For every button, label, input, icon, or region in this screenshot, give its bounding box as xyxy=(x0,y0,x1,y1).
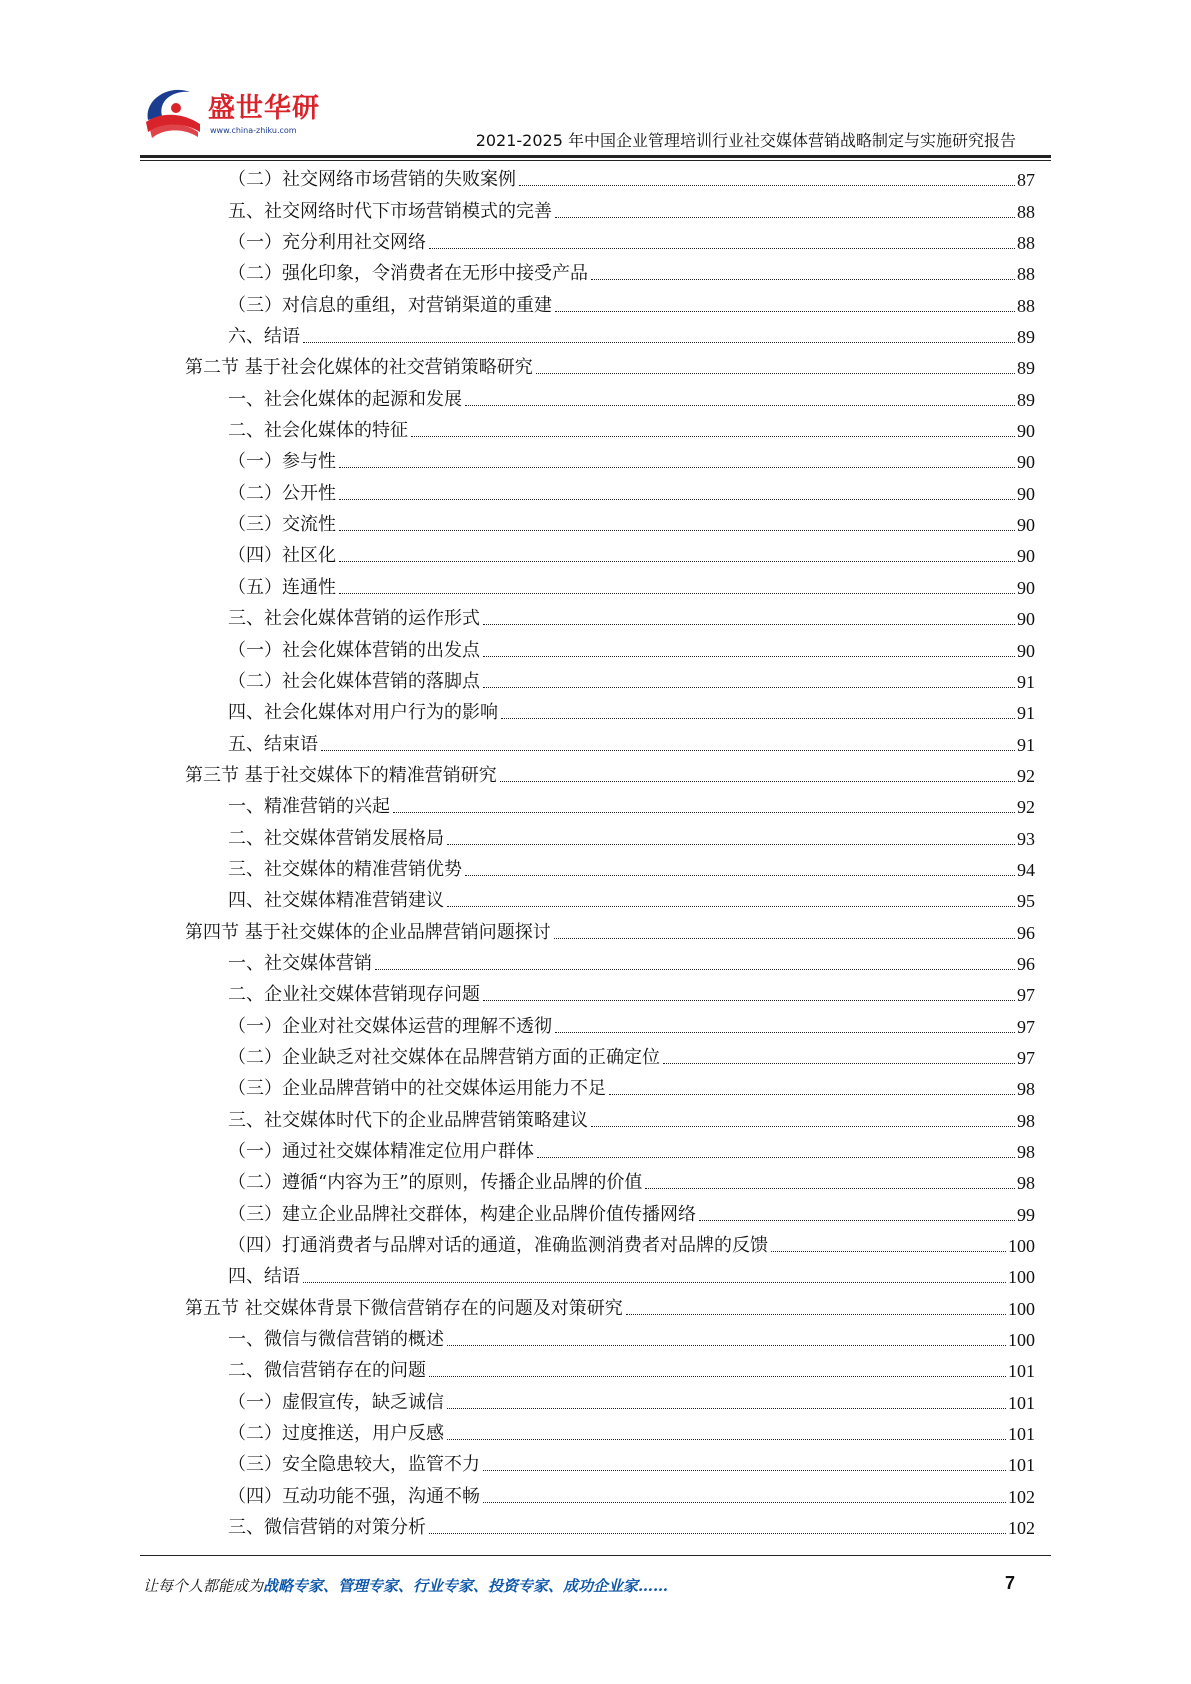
toc-entry-title: （一）社会化媒体营销的出发点 xyxy=(228,639,480,661)
toc-entry[interactable] xyxy=(185,787,1035,818)
toc-entry[interactable] xyxy=(185,442,1035,473)
toc-dot-leader xyxy=(626,1314,1006,1315)
toc-entry[interactable] xyxy=(185,1414,1035,1445)
toc-entry[interactable] xyxy=(185,348,1035,379)
toc-dot-leader xyxy=(591,279,1015,280)
toc-entry-page: 102 xyxy=(1008,1518,1035,1539)
toc-entry-page: 91 xyxy=(1017,703,1035,724)
toc-entry-title: （一）充分利用社交网络 xyxy=(228,232,426,254)
header-divider xyxy=(140,155,1051,158)
toc-entry-title: 二、微信营销存在的问题 xyxy=(228,1360,426,1382)
toc-entry-title: 二、企业社交媒体营销现存问题 xyxy=(228,984,480,1006)
toc-entry[interactable] xyxy=(185,536,1035,567)
toc-entry[interactable] xyxy=(185,160,1035,191)
toc-dot-leader xyxy=(537,1157,1015,1158)
table-of-contents xyxy=(185,160,1035,1539)
toc-entry-page: 90 xyxy=(1017,577,1035,598)
toc-entry[interactable] xyxy=(185,724,1035,755)
footer-slogan xyxy=(143,1575,668,1596)
toc-entry-page: 92 xyxy=(1017,765,1035,786)
toc-entry[interactable] xyxy=(185,1038,1035,1069)
page-number: 7 xyxy=(1005,1573,1016,1593)
toc-entry-title: （一）企业对社交媒体运营的理解不透彻 xyxy=(228,1015,552,1037)
toc-entry-title: 二、社交媒体营销发展格局 xyxy=(228,827,444,849)
logo-name: 盛世华研 xyxy=(208,93,320,124)
toc-dot-leader xyxy=(447,1408,1006,1409)
toc-entry[interactable] xyxy=(185,1445,1035,1476)
toc-dot-leader xyxy=(465,875,1015,876)
toc-entry[interactable] xyxy=(185,881,1035,912)
footer-slogan-highlight: 战略专家、管理专家、行业专家、投资专家、成功企业家…… xyxy=(263,1577,669,1595)
toc-entry-page: 90 xyxy=(1017,421,1035,442)
toc-entry-title: 第三节 基于社交媒体下的精准营销研究 xyxy=(185,764,497,786)
toc-entry-page: 99 xyxy=(1017,1204,1035,1225)
toc-entry[interactable] xyxy=(185,630,1035,661)
toc-entry-page: 101 xyxy=(1008,1392,1035,1413)
toc-entry-page: 90 xyxy=(1017,515,1035,536)
toc-dot-leader xyxy=(483,1000,1015,1001)
toc-dot-leader xyxy=(483,687,1015,688)
toc-entry[interactable] xyxy=(185,1226,1035,1257)
toc-dot-leader xyxy=(339,530,1015,531)
toc-entry[interactable] xyxy=(185,473,1035,504)
toc-entry-title: 三、社交媒体的精准营销优势 xyxy=(228,858,462,880)
toc-entry[interactable] xyxy=(185,693,1035,724)
toc-entry[interactable] xyxy=(185,1476,1035,1507)
toc-entry[interactable] xyxy=(185,254,1035,285)
toc-entry-title: （二）强化印象，令消费者在无形中接受产品 xyxy=(228,263,588,285)
toc-entry-title: 第五节 社交媒体背景下微信营销存在的问题及对策研究 xyxy=(185,1297,623,1319)
toc-entry-title: 四、结语 xyxy=(228,1266,300,1288)
toc-entry-title: （一）参与性 xyxy=(228,451,336,473)
toc-entry-page: 100 xyxy=(1008,1267,1035,1288)
toc-entry-page: 93 xyxy=(1017,828,1035,849)
toc-entry[interactable] xyxy=(185,379,1035,410)
toc-entry[interactable] xyxy=(185,505,1035,536)
toc-entry-title: （三）交流性 xyxy=(228,514,336,536)
toc-entry-title: （一）通过社交媒体精准定位用户群体 xyxy=(228,1141,534,1162)
logo-emblem-icon xyxy=(140,82,210,142)
toc-entry-title: （三）企业品牌营销中的社交媒体运用能力不足 xyxy=(228,1078,606,1100)
toc-dot-leader xyxy=(483,1502,1006,1503)
toc-dot-leader xyxy=(555,311,1015,312)
toc-entry-title: （一）虚假宣传，缺乏诚信 xyxy=(228,1391,444,1413)
toc-entry[interactable] xyxy=(185,1006,1035,1037)
toc-entry-page: 95 xyxy=(1017,891,1035,912)
toc-entry-page: 100 xyxy=(1008,1236,1035,1257)
toc-dot-leader xyxy=(536,373,1015,374)
toc-dot-leader xyxy=(609,1094,1015,1095)
toc-entry-page: 96 xyxy=(1017,922,1035,943)
report-title: 2021-2025 年中国企业管理培训行业社交媒体营销战略制定与实施研究报告 xyxy=(475,131,1016,150)
toc-entry[interactable] xyxy=(185,1351,1035,1382)
toc-entry-title: 五、社交网络时代下市场营销模式的完善 xyxy=(228,200,552,222)
toc-entry-title: （二）公开性 xyxy=(228,482,336,504)
toc-entry-title: 四、社交媒体精准营销建议 xyxy=(228,890,444,912)
toc-entry-page: 98 xyxy=(1017,1079,1035,1100)
toc-entry-title: 一、社交媒体营销 xyxy=(228,952,372,974)
toc-entry-page: 101 xyxy=(1008,1455,1035,1476)
footer-slogan-prefix: 让每个人都能成为 xyxy=(143,1577,264,1595)
toc-entry-title: 一、社会化媒体的起源和发展 xyxy=(228,388,462,410)
toc-dot-leader xyxy=(465,405,1015,406)
toc-entry-page: 100 xyxy=(1008,1330,1035,1351)
toc-entry-page: 97 xyxy=(1017,985,1035,1006)
toc-entry-title: 五、结束语 xyxy=(228,733,318,755)
toc-entry[interactable] xyxy=(185,599,1035,630)
toc-entry-page: 91 xyxy=(1017,734,1035,755)
toc-entry-title: （二）社交网络市场营销的失败案例 xyxy=(228,169,516,191)
toc-dot-leader xyxy=(339,593,1015,594)
logo-url: www.china-zhiku.com xyxy=(210,126,297,135)
toc-entry[interactable] xyxy=(185,567,1035,598)
toc-entry-title: 三、微信营销的对策分析 xyxy=(228,1517,426,1539)
toc-entry-page: 97 xyxy=(1017,1016,1035,1037)
company-logo xyxy=(140,82,330,152)
toc-entry[interactable] xyxy=(185,662,1035,693)
toc-dot-leader xyxy=(591,1126,1015,1127)
toc-entry-title: 第二节 基于社会化媒体的社交营销策略研究 xyxy=(185,357,533,379)
toc-dot-leader xyxy=(483,656,1015,657)
toc-entry[interactable] xyxy=(185,1288,1035,1319)
toc-entry[interactable] xyxy=(185,912,1035,943)
toc-entry-page: 89 xyxy=(1017,327,1035,348)
toc-dot-leader xyxy=(447,844,1015,845)
toc-dot-leader xyxy=(339,499,1015,500)
toc-dot-leader xyxy=(339,467,1015,468)
toc-entry-title: 四、社会化媒体对用户行为的影响 xyxy=(228,702,498,724)
toc-entry-title: 三、社会化媒体营销的运作形式 xyxy=(228,608,480,630)
toc-entry-page: 101 xyxy=(1008,1361,1035,1382)
toc-entry[interactable] xyxy=(185,756,1035,787)
toc-entry[interactable] xyxy=(185,223,1035,254)
toc-entry-page: 92 xyxy=(1017,797,1035,818)
toc-dot-leader xyxy=(555,1032,1015,1033)
toc-dot-leader xyxy=(500,781,1015,782)
toc-entry-page: 89 xyxy=(1017,389,1035,410)
toc-dot-leader xyxy=(554,938,1015,939)
toc-entry-page: 94 xyxy=(1017,859,1035,880)
toc-entry-page: 90 xyxy=(1017,452,1035,473)
toc-entry-page: 97 xyxy=(1017,1047,1035,1068)
toc-entry-page: 90 xyxy=(1017,640,1035,661)
toc-entry-page: 89 xyxy=(1017,358,1035,379)
toc-entry-title: （三）对信息的重组，对营销渠道的重建 xyxy=(228,294,552,316)
toc-entry[interactable] xyxy=(185,317,1035,348)
toc-dot-leader xyxy=(483,624,1015,625)
toc-dot-leader xyxy=(483,1470,1006,1471)
toc-entry[interactable] xyxy=(185,850,1035,881)
toc-entry-title: （四）社区化 xyxy=(228,545,336,567)
toc-entry-title: 二、社会化媒体的特征 xyxy=(228,420,408,442)
toc-entry-page: 88 xyxy=(1017,233,1035,254)
toc-entry-title: 第四节 基于社交媒体的企业品牌营销问题探讨 xyxy=(185,921,551,943)
toc-entry-page: 102 xyxy=(1008,1486,1035,1507)
toc-entry[interactable] xyxy=(185,975,1035,1006)
toc-entry-title: （二）社会化媒体营销的落脚点 xyxy=(228,670,480,692)
toc-dot-leader xyxy=(303,1282,1006,1283)
toc-entry[interactable] xyxy=(185,1132,1035,1163)
toc-entry-title: （二）遵循“内容为王”的原则，传播企业品牌的价值 xyxy=(228,1172,643,1194)
toc-dot-leader xyxy=(771,1251,1006,1252)
toc-dot-leader xyxy=(447,1345,1006,1346)
toc-entry-title: （五）连通性 xyxy=(228,576,336,598)
toc-entry-title: （四）互动功能不强，沟通不畅 xyxy=(228,1485,480,1507)
toc-entry[interactable] xyxy=(185,1069,1035,1100)
toc-entry[interactable] xyxy=(185,1194,1035,1225)
toc-entry[interactable] xyxy=(185,285,1035,316)
toc-dot-leader xyxy=(429,1533,1006,1534)
toc-dot-leader xyxy=(519,185,1015,186)
toc-entry-page: 87 xyxy=(1017,170,1035,191)
toc-entry-page: 98 xyxy=(1017,1173,1035,1194)
toc-dot-leader xyxy=(699,1220,1015,1221)
toc-entry-title: 六、结语 xyxy=(228,326,300,348)
toc-entry-title: 一、微信与微信营销的概述 xyxy=(228,1329,444,1351)
toc-dot-leader xyxy=(375,969,1015,970)
toc-entry[interactable] xyxy=(185,944,1035,975)
toc-dot-leader xyxy=(339,561,1015,562)
toc-entry-title: 三、社交媒体时代下的企业品牌营销策略建议 xyxy=(228,1109,588,1131)
toc-dot-leader xyxy=(555,217,1015,218)
toc-dot-leader xyxy=(321,750,1015,751)
toc-entry-page: 100 xyxy=(1008,1298,1035,1319)
toc-entry-title: 一、精准营销的兴起 xyxy=(228,796,390,818)
toc-dot-leader xyxy=(663,1063,1015,1064)
toc-entry-title: （二）过度推送，用户反感 xyxy=(228,1423,444,1445)
toc-entry-page: 98 xyxy=(1017,1142,1035,1162)
footer-divider xyxy=(140,1555,1051,1556)
toc-entry[interactable] xyxy=(185,1257,1035,1288)
toc-dot-leader xyxy=(429,248,1015,249)
toc-entry-page: 88 xyxy=(1017,295,1035,316)
toc-entry[interactable] xyxy=(185,1100,1035,1131)
toc-entry[interactable] xyxy=(185,191,1035,222)
page-header xyxy=(0,0,1191,160)
toc-dot-leader xyxy=(501,718,1015,719)
toc-entry[interactable] xyxy=(185,1508,1035,1539)
toc-entry-page: 96 xyxy=(1017,953,1035,974)
toc-entry-page: 91 xyxy=(1017,671,1035,692)
toc-dot-leader xyxy=(447,906,1015,907)
toc-entry-page: 98 xyxy=(1017,1110,1035,1131)
toc-dot-leader xyxy=(411,436,1015,437)
toc-entry-page: 90 xyxy=(1017,546,1035,567)
toc-dot-leader xyxy=(393,812,1015,813)
toc-entry[interactable] xyxy=(185,1382,1035,1413)
toc-dot-leader xyxy=(429,1376,1006,1377)
toc-entry-title: （三）安全隐患较大，监管不力 xyxy=(228,1454,480,1476)
toc-entry-page: 88 xyxy=(1017,201,1035,222)
toc-entry-page: 101 xyxy=(1008,1424,1035,1445)
toc-entry-page: 90 xyxy=(1017,483,1035,504)
toc-dot-leader xyxy=(447,1439,1006,1440)
toc-dot-leader xyxy=(303,342,1015,343)
toc-entry[interactable] xyxy=(185,1163,1035,1194)
toc-entry-page: 88 xyxy=(1017,264,1035,285)
toc-entry-title: （二）企业缺乏对社交媒体在品牌营销方面的正确定位 xyxy=(228,1046,660,1068)
toc-entry-page: 90 xyxy=(1017,609,1035,630)
toc-entry-title: （四）打通消费者与品牌对话的通道，准确监测消费者对品牌的反馈 xyxy=(228,1235,768,1257)
toc-dot-leader xyxy=(645,1188,1015,1189)
toc-entry-title: （三）建立企业品牌社交群体，构建企业品牌价值传播网络 xyxy=(228,1203,696,1225)
toc-entry[interactable] xyxy=(185,818,1035,849)
toc-entry[interactable] xyxy=(185,1320,1035,1351)
toc-entry[interactable] xyxy=(185,411,1035,442)
